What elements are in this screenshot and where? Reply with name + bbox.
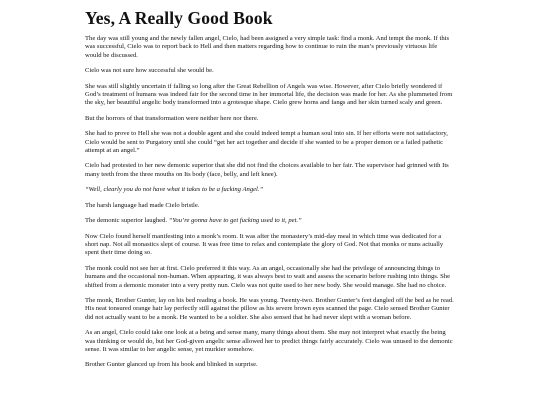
paragraph: [85, 217, 455, 225]
paragraph: The monk could not see her at first. Cielo preferred it this way. As an angel, occasionally she had the privilege of announcing things to humans and the occasional non-human. When appearing, it was always best to wait and assess the scenario before rushing into things. She shifted from a demonic monster into a very pretty nun. Cielo was not quite used to her new body. She would manage. She had no choice.: [85, 264, 451, 289]
paragraph: She had to prove to Hell she was not a double agent and she could indeed tempt a human soul into sin. If her efforts were not satisfactory, Cielo would be sent to Purgatory until she could “get her act together and decide if she wanted to be a proper demon or a failed pathetic attempt at an angel.”: [85, 130, 448, 155]
paragraph-text: The demonic superior laughed.: [85, 217, 169, 225]
paragraph: The harsh language had made Cielo bristle.: [85, 201, 200, 209]
document-title: Yes, A Really Good Book: [85, 8, 273, 28]
paragraph: Now Cielo found herself manifesting into a monk’s room. It was after the monastery’s mid-day meal in which time was dedicated for a short nap. Not all monastics slept of course. It was free time to relax and contemplate the glory of God. Not that monks or nuns actually spent their time doing so.: [85, 232, 444, 257]
document-body: [85, 35, 455, 370]
paragraph: The monk, Brother Gunter, lay on his bed reading a book. He was young. Twenty-two. Brother Gunter’s feet dangled off the bed as he read. His neat tonsured orange hair lay perfectly still against the pillow as his severe brown eyes scanned the page. Cielo sensed Brother Gunter did not actually want to be a monk. He wanted to be a soldier. She also sensed that he had never slept with a woman before.: [85, 296, 454, 321]
document-page: [85, 0, 455, 377]
paragraph-quote: “Well, clearly you do not have what it takes to be a fucking Angel.”: [85, 186, 264, 194]
paragraph: Cielo was not sure how successful she would be.: [85, 67, 214, 75]
paragraph: The day was still young and the newly fallen angel, Cielo, had been assigned a very simple task: find a monk. And tempt the monk. If this was successful, Cielo was to report back to Hell and then matters regarding how to continue to ruin the man’s previously virtuous life would be discussed.: [85, 35, 450, 59]
paragraph: As an angel, Cielo could take one look at a being and sense many, many things about them. She may not interpret what exactly the being was thinking or would do, but her God-given angelic sense allowed her to predict things fairly accurately. Cielo was unused to the demonic sense. It was similar to her angelic sense, yet murkier somehow.: [85, 329, 453, 353]
paragraph: But the horrors of that transformation were neither here nor there.: [85, 114, 259, 122]
paragraph: She was still slightly uncertain if falling so long after the Great Rebellion of Angels was wise. However, after Cielo briefly wondered if God’s treatment of humans was indeed fair for the second time in her immortal life, the decision was made for her. As she plummeted from the sky, her beautiful angelic body transformed into a grotesque shape. Cielo grew horns and fangs and her skin turned scaly and green.: [85, 82, 453, 107]
paragraph: Brother Gunter glanced up from his book and blinked in surprise.: [85, 361, 258, 369]
paragraph: Cielo had protested to her new demonic superior that she did not find the choices available to her fair. The supervisor had grinned with Its many teeth from the three mouths on Its body (face, belly, and left knee).: [85, 162, 449, 178]
paragraph-quote-inline: “You’re gonna have to get fucking used to it, pet.”: [168, 217, 302, 225]
